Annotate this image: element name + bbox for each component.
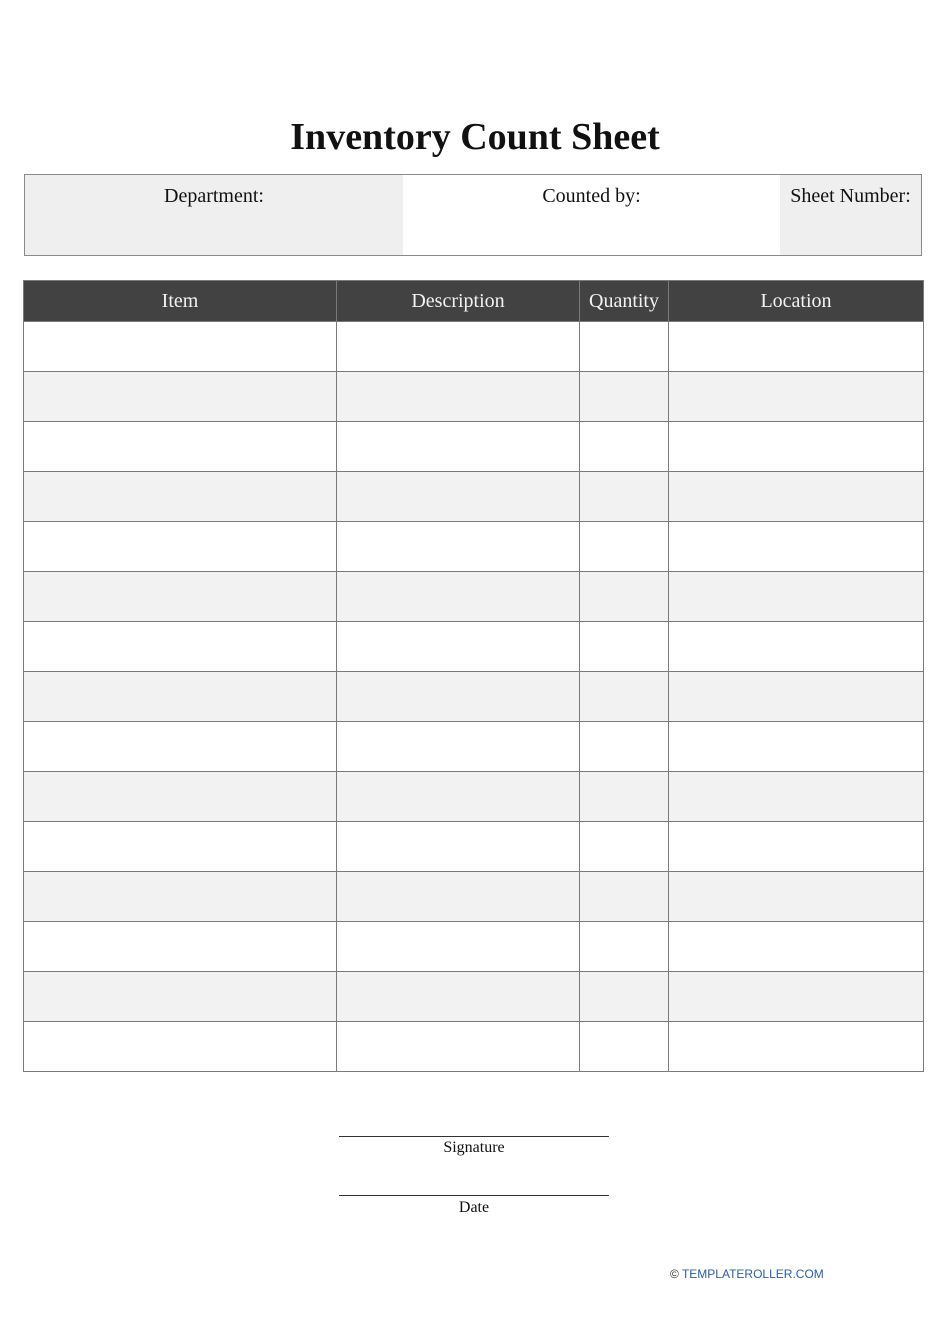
quantity-cell[interactable]: [580, 422, 669, 472]
quantity-cell[interactable]: [580, 972, 669, 1022]
item-cell[interactable]: [24, 672, 337, 722]
department-label: Department:: [164, 185, 264, 207]
location-cell[interactable]: [669, 472, 924, 522]
quantity-cell[interactable]: [580, 622, 669, 672]
location-cell[interactable]: [669, 1022, 924, 1072]
date-label: Date: [458, 1199, 490, 1216]
description-cell[interactable]: [337, 522, 580, 572]
table-row: [24, 472, 924, 522]
signature-label: Signature: [443, 1139, 505, 1156]
sheet-number-label: Sheet Number:: [790, 185, 911, 207]
column-header-item: Item: [24, 281, 337, 322]
footer-credit: [670, 1267, 824, 1281]
item-cell[interactable]: [24, 322, 337, 372]
description-cell[interactable]: [337, 572, 580, 622]
description-cell[interactable]: [337, 322, 580, 372]
table-row: [24, 572, 924, 622]
location-cell[interactable]: [669, 372, 924, 422]
location-cell[interactable]: [669, 322, 924, 372]
location-cell[interactable]: [669, 522, 924, 572]
inventory-table: [23, 280, 924, 1072]
column-header-description: Description: [337, 281, 580, 322]
column-header-location: Location: [669, 281, 924, 322]
footer-site-link[interactable]: TEMPLATEROLLER.COM: [681, 1267, 824, 1281]
quantity-cell[interactable]: [580, 522, 669, 572]
location-cell[interactable]: [669, 772, 924, 822]
item-cell[interactable]: [24, 472, 337, 522]
page-title: Inventory Count Sheet: [290, 116, 660, 158]
sheet-info-box: [24, 174, 922, 256]
description-cell[interactable]: [337, 872, 580, 922]
description-cell[interactable]: [337, 622, 580, 672]
quantity-cell[interactable]: [580, 672, 669, 722]
counted-by-field[interactable]: [403, 175, 780, 255]
location-cell[interactable]: [669, 422, 924, 472]
date-line[interactable]: [339, 1195, 609, 1196]
item-cell[interactable]: [24, 722, 337, 772]
quantity-cell[interactable]: [580, 922, 669, 972]
location-cell[interactable]: [669, 872, 924, 922]
description-cell[interactable]: [337, 922, 580, 972]
table-row: [24, 972, 924, 1022]
description-cell[interactable]: [337, 472, 580, 522]
description-cell[interactable]: [337, 1022, 580, 1072]
item-cell[interactable]: [24, 1022, 337, 1072]
quantity-cell[interactable]: [580, 372, 669, 422]
item-cell[interactable]: [24, 772, 337, 822]
location-cell[interactable]: [669, 972, 924, 1022]
location-cell[interactable]: [669, 922, 924, 972]
department-field[interactable]: [25, 175, 403, 255]
table-row: [24, 772, 924, 822]
location-cell[interactable]: [669, 622, 924, 672]
counted-by-label: Counted by:: [542, 185, 641, 207]
table-body: [24, 322, 924, 1072]
column-header-quantity: Quantity: [580, 281, 669, 322]
item-cell[interactable]: [24, 372, 337, 422]
quantity-cell[interactable]: [580, 572, 669, 622]
table-row: [24, 322, 924, 372]
sheet-number-field[interactable]: [780, 175, 921, 255]
table-row: [24, 922, 924, 972]
item-cell[interactable]: [24, 522, 337, 572]
description-cell[interactable]: [337, 422, 580, 472]
quantity-cell[interactable]: [580, 872, 669, 922]
location-cell[interactable]: [669, 572, 924, 622]
table-row: [24, 872, 924, 922]
description-cell[interactable]: [337, 672, 580, 722]
quantity-cell[interactable]: [580, 772, 669, 822]
quantity-cell[interactable]: [580, 472, 669, 522]
table-row: [24, 422, 924, 472]
item-cell[interactable]: [24, 872, 337, 922]
table-row: [24, 822, 924, 872]
item-cell[interactable]: [24, 622, 337, 672]
quantity-cell[interactable]: [580, 322, 669, 372]
table-row: [24, 722, 924, 772]
quantity-cell[interactable]: [580, 822, 669, 872]
table-row: [24, 672, 924, 722]
item-cell[interactable]: [24, 572, 337, 622]
copyright-symbol: ©: [670, 1267, 679, 1281]
description-cell[interactable]: [337, 972, 580, 1022]
table-row: [24, 1022, 924, 1072]
table-row: [24, 522, 924, 572]
table-row: [24, 622, 924, 672]
quantity-cell[interactable]: [580, 722, 669, 772]
description-cell[interactable]: [337, 822, 580, 872]
table-header-row: [24, 281, 924, 322]
item-cell[interactable]: [24, 822, 337, 872]
description-cell[interactable]: [337, 722, 580, 772]
item-cell[interactable]: [24, 422, 337, 472]
description-cell[interactable]: [337, 772, 580, 822]
quantity-cell[interactable]: [580, 1022, 669, 1072]
item-cell[interactable]: [24, 972, 337, 1022]
table-row: [24, 372, 924, 422]
location-cell[interactable]: [669, 822, 924, 872]
location-cell[interactable]: [669, 722, 924, 772]
signature-line[interactable]: [339, 1136, 609, 1137]
location-cell[interactable]: [669, 672, 924, 722]
description-cell[interactable]: [337, 372, 580, 422]
item-cell[interactable]: [24, 922, 337, 972]
